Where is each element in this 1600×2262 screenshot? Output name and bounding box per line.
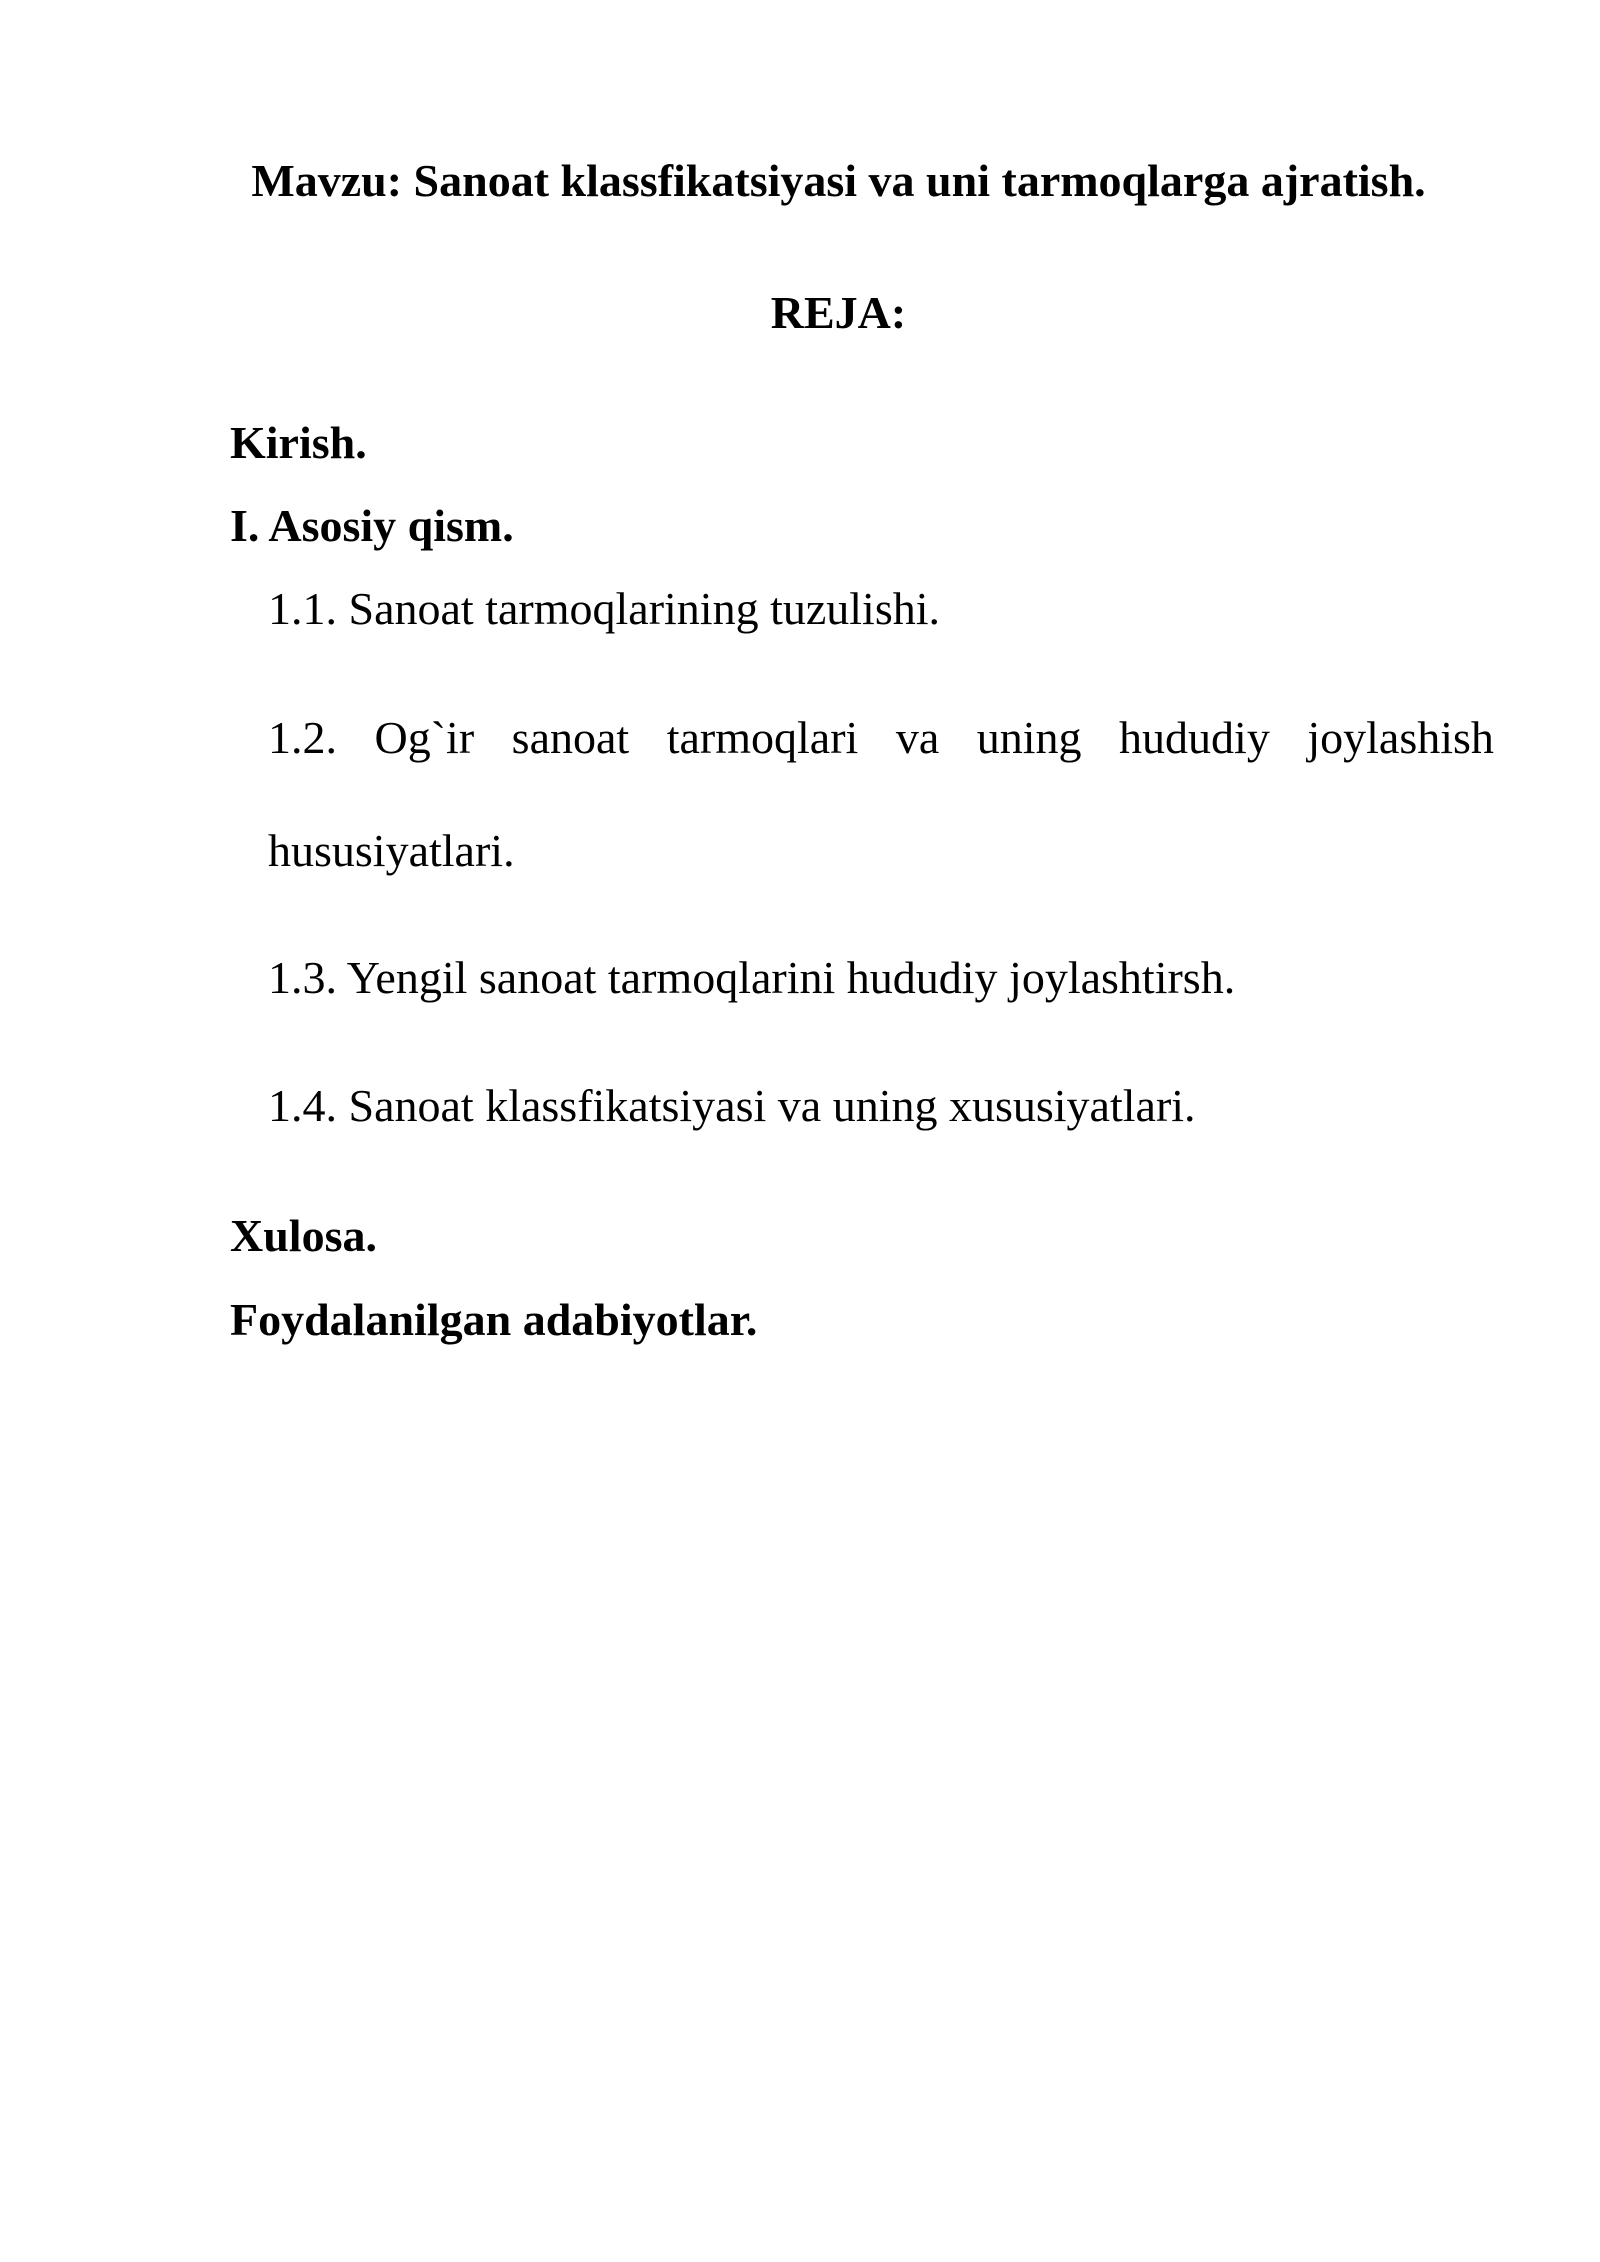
section-main-part: I. Asosiy qism. [230, 500, 514, 551]
plan-item-1-2-word: sanoat [511, 712, 630, 763]
plan-item-1-2-word: uning [976, 712, 1082, 763]
plan-item-1-4: 1.4. Sanoat klassfikatsiyasi va uning xususiyatlari. [268, 1080, 1196, 1131]
plan-item-1-2-line-1 [268, 712, 1494, 763]
section-conclusion: Xulosa. [230, 1210, 377, 1261]
plan-item-1-2-word: tarmoqlari [666, 712, 859, 763]
plan-item-1-2-line-2: hususiyatlari. [268, 825, 515, 876]
plan-item-1-2-word: joylashish [1307, 712, 1494, 763]
plan-item-1-2-word: Og`ir [374, 712, 475, 763]
section-references: Foydalanilgan adabiyotlar. [230, 1294, 758, 1345]
plan-item-1-3: 1.3. Yengil sanoat tarmoqlarini hududiy joylashtirsh. [268, 952, 1236, 1003]
plan-item-1-2-word: 1.2. [268, 712, 337, 763]
plan-item-1-2-word: va [895, 712, 940, 763]
plan-heading: REJA: [770, 287, 907, 338]
document-title: Mavzu: Sanoat klassfikatsiyasi va uni tarmoqlarga ajratish. [251, 155, 1426, 206]
plan-item-1-1: 1.1. Sanoat tarmoqlarining tuzulishi. [268, 583, 941, 634]
plan-item-1-2-word: hududiy [1119, 712, 1270, 763]
section-intro: Kirish. [230, 417, 367, 468]
